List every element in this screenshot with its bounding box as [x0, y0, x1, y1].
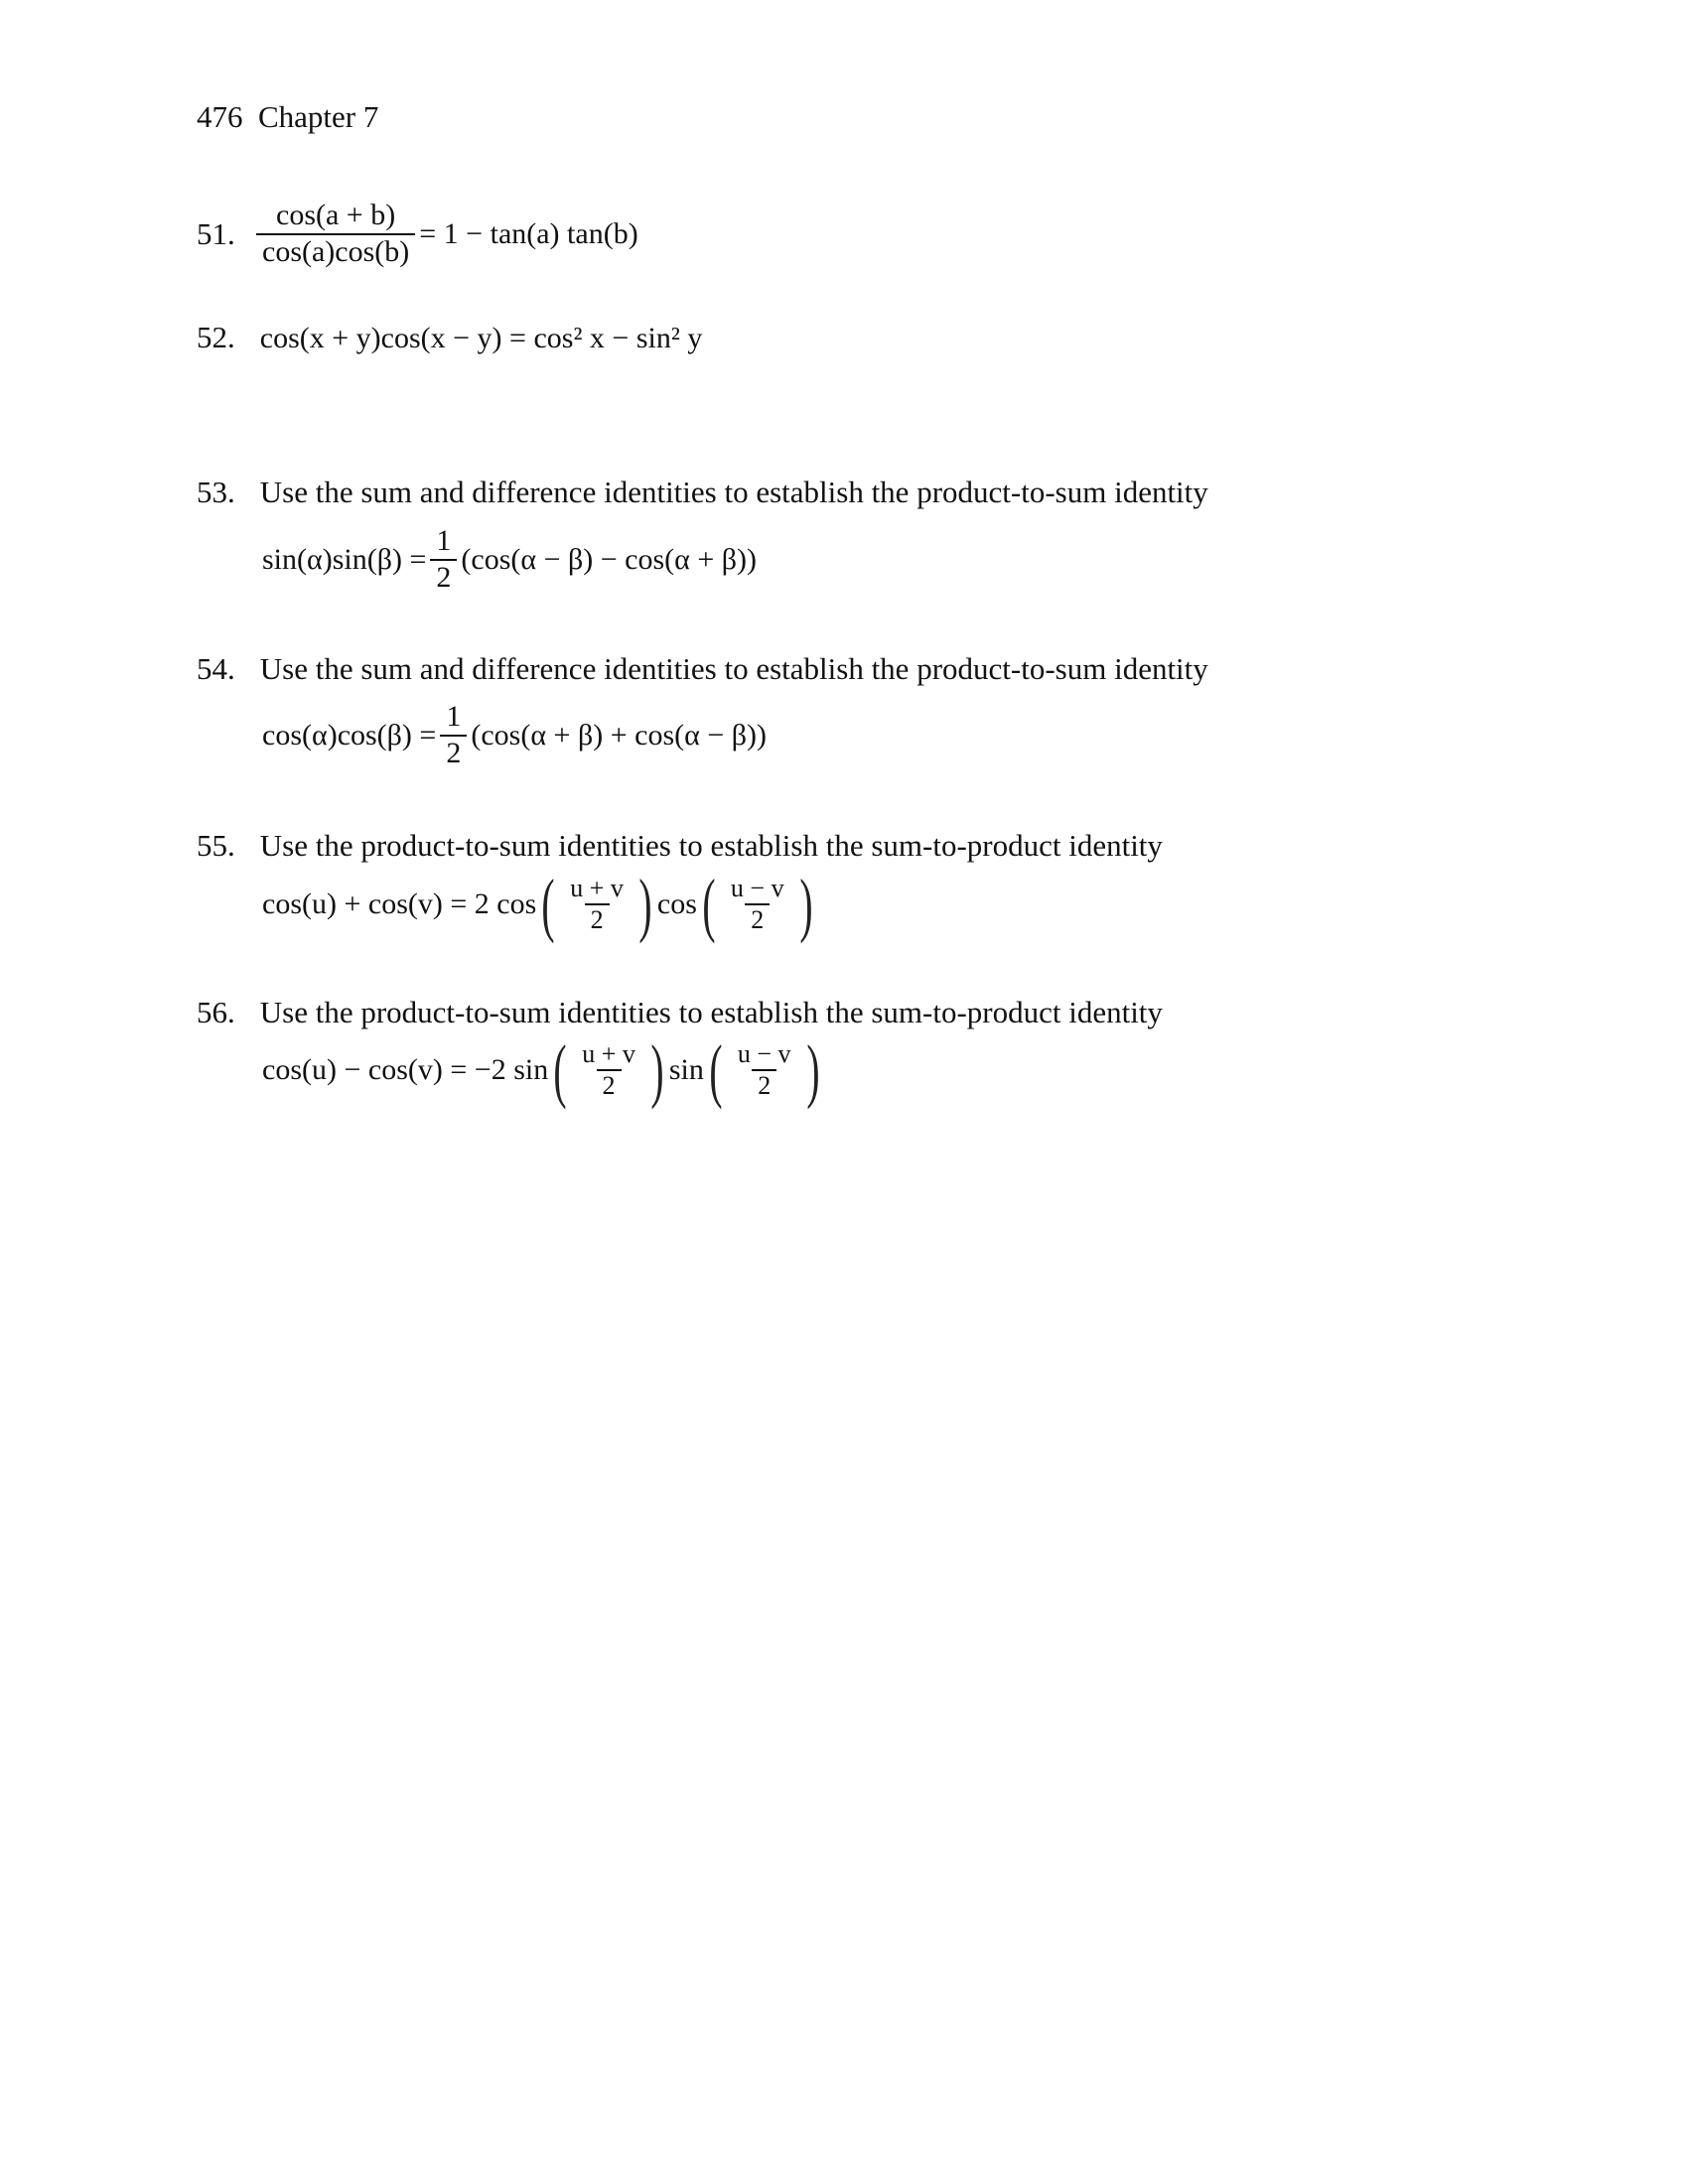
- formula-55: cos(u) + cos(v) = 2 cos ( $\frac{u + v}{2}$ ) cos ( $\frac{u - v}{2}$ ): [262, 865, 813, 944]
- denominator: 2: [745, 903, 770, 935]
- numerator: u + v: [582, 1039, 635, 1069]
- numerator: u − v: [737, 1039, 791, 1069]
- denominator: 2: [440, 735, 467, 771]
- formula-54: [262, 700, 767, 770]
- problem-55: [197, 828, 1163, 864]
- numerator: u + v: [570, 874, 624, 903]
- problem-text: Use the sum and difference identities to establish the product-to-sum identity: [259, 475, 1208, 509]
- problem-number: 51.: [197, 215, 235, 251]
- formula-53: [262, 524, 757, 595]
- numerator: 1: [446, 700, 462, 733]
- numerator: cos(a + b): [276, 199, 396, 231]
- denominator: 2: [585, 903, 610, 935]
- problem-text: Use the product-to-sum identities to establish the sum-to-product identity: [259, 828, 1163, 863]
- page-header: [197, 99, 378, 135]
- denominator: 2: [430, 559, 457, 596]
- denominator: 2: [597, 1069, 622, 1101]
- fraction: [256, 199, 415, 269]
- lhs: cos(u) + cos(v) = 2 cos: [262, 887, 537, 920]
- denominator: 2: [752, 1069, 776, 1101]
- formula-56: cos(u) − cos(v) = −2 sin ( $\frac{u + v}{2}$ ) sin ( $\frac{u - v}{2}$ ): [262, 1030, 820, 1110]
- problem-52: [197, 320, 702, 355]
- lhs: cos(α)cos(β) =: [262, 718, 437, 751]
- numerator: 1: [436, 524, 452, 557]
- problem-51: [197, 199, 638, 269]
- lhs: sin(α)sin(β) =: [262, 542, 427, 576]
- denominator: cos(a)cos(b): [256, 233, 415, 270]
- problem-text: Use the sum and difference identities to establish the product-to-sum identity: [259, 651, 1208, 686]
- problem-text: Use the product-to-sum identities to establish the sum-to-product identity: [259, 995, 1163, 1029]
- middle-function: cos: [656, 887, 697, 920]
- problem-number: 53.: [197, 475, 235, 509]
- problem-number: 55.: [197, 828, 235, 863]
- problem-54: [197, 651, 1208, 687]
- problem-56: [197, 995, 1163, 1030]
- problem-53: [197, 475, 1208, 510]
- problem-number: 56.: [197, 995, 235, 1029]
- rhs: (cos(α + β) + cos(α − β)): [471, 718, 767, 751]
- middle-function: sin: [668, 1053, 704, 1086]
- chapter-title: Chapter 7: [258, 99, 379, 134]
- lhs: cos(u) − cos(v) = −2 sin: [262, 1053, 549, 1086]
- rhs: (cos(α − β) − cos(α + β)): [461, 542, 758, 576]
- problem-number: 52.: [197, 320, 235, 354]
- identity-formula: cos(x + y)cos(x − y) = cos² x − sin² y: [259, 322, 703, 354]
- identity-formula: [252, 199, 638, 269]
- page-number: 476: [197, 99, 243, 134]
- numerator: u − v: [730, 874, 784, 903]
- problem-number: 54.: [197, 651, 235, 686]
- right-hand-side: = 1 − tan(a) tan(b): [419, 216, 638, 250]
